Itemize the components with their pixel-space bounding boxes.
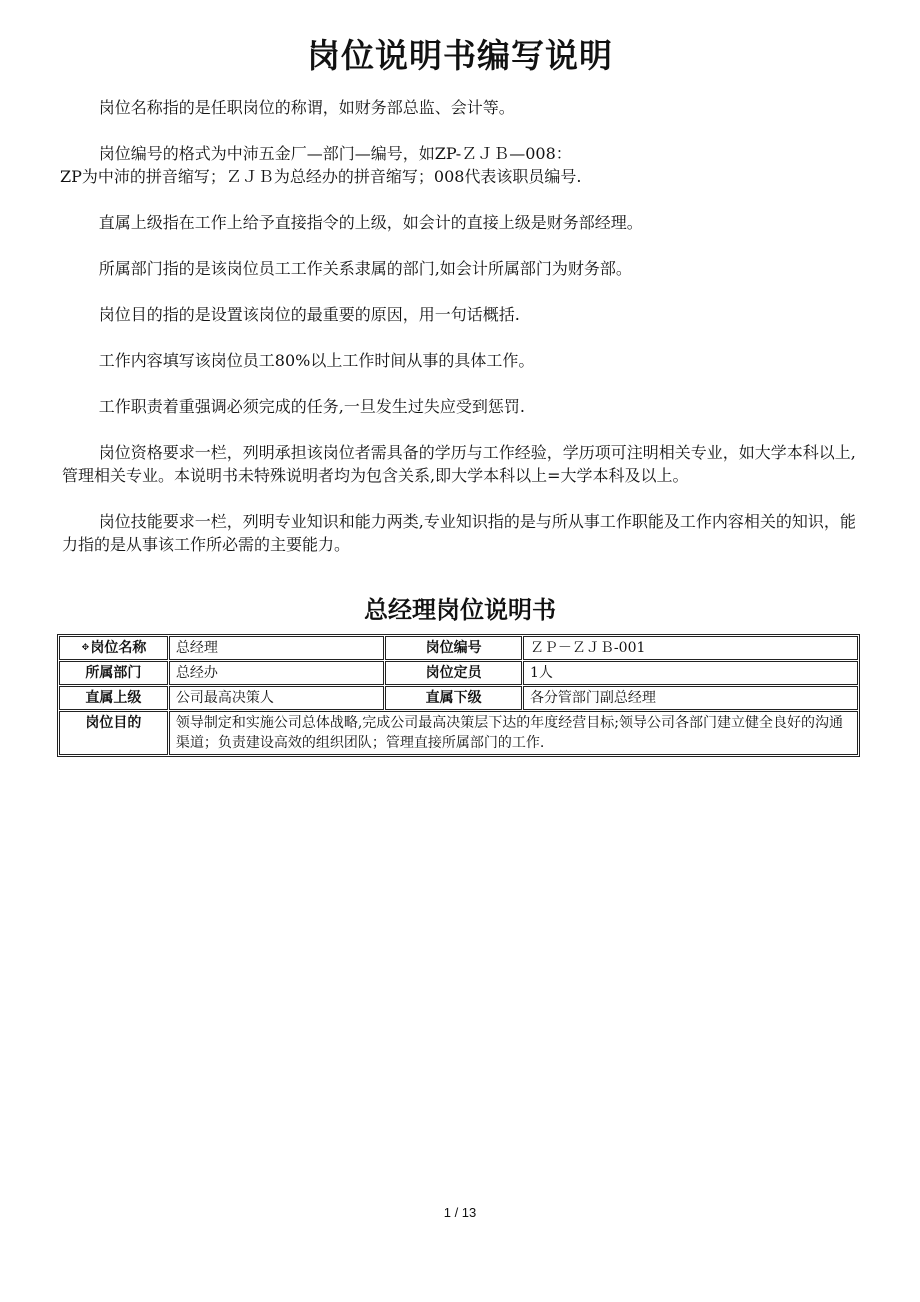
label-headcount: 岗位定员 — [385, 661, 522, 685]
job-description-table — [57, 634, 860, 757]
paragraph-work-content: 工作内容填写该岗位员工80%以上工作时间从事的具体工作。 — [98, 351, 535, 370]
section-title: 总经理岗位说明书 — [364, 596, 556, 624]
label-position-code: 岗位编号 — [385, 636, 522, 660]
table-row — [59, 711, 858, 755]
anchor-icon: ✥ — [81, 643, 90, 653]
label-position-purpose: 岗位目的 — [59, 711, 168, 755]
label-direct-subordinate: 直属下级 — [385, 686, 522, 710]
value-direct-subordinate: 各分管部门副总经理 — [523, 686, 858, 710]
paragraph-position-code-detail: ZP为中沛的拼音缩写；ＺＪＢ为总经办的拼音缩写；008代表该职员编号. — [60, 167, 582, 186]
value-position-purpose: 领导制定和实施公司总体战略,完成公司最高决策层下达的年度经营目标;领导公司各部门建立健全良好的沟通渠道；负责建设高效的组织团队；管理直接所属部门的工作. — [169, 711, 858, 755]
value-position-name: 总经理 — [169, 636, 385, 660]
paragraph-skills: 岗位技能要求一栏，列明专业知识和能力两类,专业知识指的是与所从事工作职能及工作内容相关的知识，能力指的是从事该工作所必需的主要能力。 — [62, 512, 856, 554]
paragraph-responsibilities: 工作职责着重强调必须完成的任务,一旦发生过失应受到惩罚. — [98, 397, 525, 416]
label-direct-superior: 直属上级 — [59, 686, 168, 710]
value-direct-superior: 公司最高决策人 — [169, 686, 385, 710]
value-department: 总经办 — [169, 661, 385, 685]
value-position-code: ＺＰ－ＺＪＢ-001 — [523, 636, 858, 660]
table-cell-label — [59, 636, 168, 660]
value-headcount: 1人 — [523, 661, 858, 685]
paragraph-position-code: 岗位编号的格式为中沛五金厂—部门—编号，如ZP-ＺＪＢ—008： — [98, 144, 572, 163]
paragraph-department: 所属部门指的是该岗位员工工作关系隶属的部门,如会计所属部门为财务部。 — [98, 259, 632, 278]
paragraph-direct-superior: 直属上级指在工作上给予直接指令的上级，如会计的直接上级是财务部经理。 — [98, 213, 643, 232]
page-title: 岗位说明书编写说明 — [307, 36, 613, 75]
label-department: 所属部门 — [59, 661, 168, 685]
instructions-body — [62, 96, 862, 579]
paragraph-qualifications: 岗位资格要求一栏，列明承担该岗位者需具备的学历与工作经验，学历项可注明相关专业，如大学本科以上,管理相关专业。本说明书未特殊说明者均为包含关系,即大学本科以上=大学本科及以上。 — [62, 443, 856, 485]
paragraph-position-name: 岗位名称指的是任职岗位的称谓，如财务部总监、会计等。 — [98, 98, 515, 117]
paragraph-position-purpose: 岗位目的指的是设置该岗位的最重要的原因，用一句话概括. — [98, 305, 520, 324]
table-row — [59, 661, 858, 685]
table-row — [59, 636, 858, 660]
label-position-name: 岗位名称 — [90, 640, 147, 656]
table-row — [59, 686, 858, 710]
page-number: 1 / 13 — [443, 1205, 477, 1220]
